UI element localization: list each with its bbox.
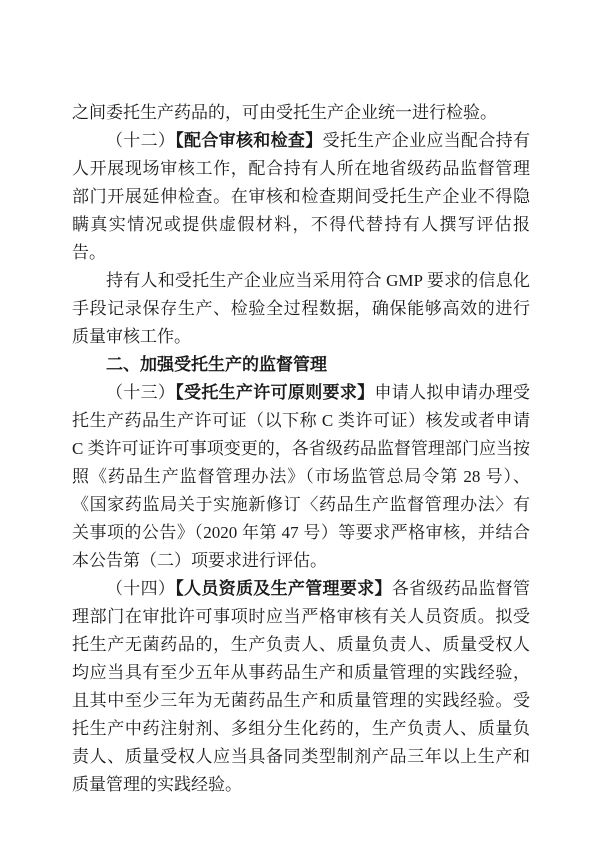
text-run: 之间委托生产药品的，可由受托生产企业统一进行检验。: [72, 103, 497, 122]
paragraph-item-14: [72, 575, 530, 799]
paragraph-item-12: [72, 127, 530, 267]
text-run: （十二）: [106, 131, 176, 150]
text-run: 申请人拟申请办理受托生产药品生产许可证（以下称 C 类许可证）核发或者申请 C 类许可证许可事项变更的，各省级药品监督管理部门应当按照《药品生产监督管理办法》（市场监管总局令第 28 号）、《国家药监局关于实施新修订〈药品生产监督管理办法〉有关事项的公告》（2020 年第 47 号）等要求严格审核，并结合本公告第（二）项要求进行评估。: [72, 383, 530, 570]
text-run: （十四）: [106, 579, 176, 598]
text-run-bold: 【配合审核和检查】: [175, 131, 323, 150]
text-run: 各省级药品监督管理部门在审批许可事项时应当严格审核有关人员资质。拟受托生产无菌药品的，生产负责人、质量负责人、质量受权人均应当具有至少五年从事药品生产和质量管理的实践经验，且其中至少三年为无菌药品生产和质量管理的实践经验。受托生产中药注射剂、多组分生化药的，生产负责人、质量负责人、质量受权人应当具备同类型制剂产品三年以上生产和质量管理的实践经验。: [72, 579, 530, 794]
text-run-bold: 二、加强受托生产的监督管理: [106, 355, 327, 374]
text-run: （十三）: [106, 383, 176, 402]
text-run-bold: 【受托生产许可原则要求】: [175, 383, 375, 402]
text-run-bold: 【人员资质及生产管理要求】: [175, 579, 392, 598]
document-body: [72, 99, 530, 799]
paragraph-item-13: [72, 379, 530, 575]
section-heading-2: [72, 351, 530, 379]
text-run: 受托生产企业应当配合持有人开展现场审核工作，配合持有人所在地省级药品监督管理部门开展延伸检查。在审核和检查期间受托生产企业不得隐瞒真实情况或提供虚假材料，不得代替持有人撰写评估报告。: [72, 131, 530, 262]
paragraph-gmp-records: [72, 267, 530, 351]
text-run: 持有人和受托生产企业应当采用符合 GMP 要求的信息化手段记录保存生产、检验全过程数据，确保能够高效的进行质量审核工作。: [72, 271, 530, 346]
paragraph-continuation: [72, 99, 530, 127]
